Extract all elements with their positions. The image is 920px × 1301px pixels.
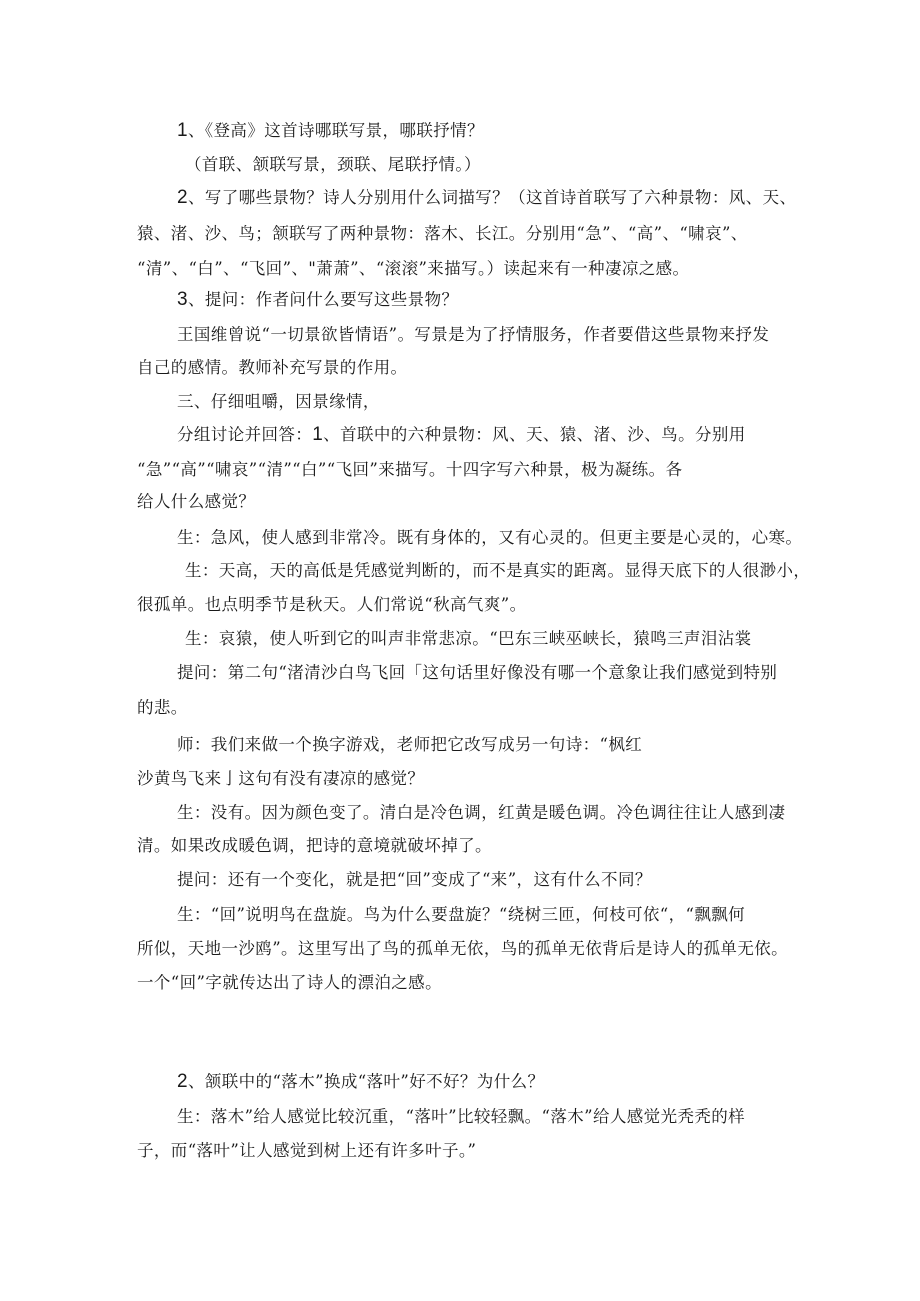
text-line: 生：“回”说明鸟在盘旋。鸟为什么要盘旋？“绕树三匝，何枝可依“，“飘飘何 (177, 905, 746, 924)
text-line: 1、《登高》这首诗哪联写景，哪联抒情？ (177, 120, 484, 141)
text-line: 自己的感情。教师补充写景的作用。 (137, 358, 408, 377)
text-line: 很孤单。也点明季节是秋天。人们常说“秋高气爽”。 (137, 595, 527, 614)
text-line: 2、颔联中的“落木”换成“落叶”好不好？为什么？ (177, 1071, 545, 1092)
text-line: 一个“回”字就传达出了诗人的漂泊之感。 (137, 973, 442, 992)
text-line: 清。如果改成暖色调，把诗的意境就破坏掉了。 (137, 836, 492, 855)
text-line: 生：落木”给人感觉比较沉重，“落叶”比较轻飘。“落木”给人感觉光秃秃的样 (177, 1107, 746, 1126)
text-line: 子，而“落叶”让人感觉到树上还有许多叶子。” (137, 1141, 477, 1160)
section-heading: 三、仔细咀嚼，因景缘情， (177, 392, 380, 411)
item-number: 2 (177, 187, 188, 208)
item-number: 1 (177, 120, 188, 141)
text-line: 3、提问：作者问什么要写这些景物？ (177, 289, 459, 310)
item-number: 3 (177, 289, 188, 310)
text-line: 生：急风，使人感到非常冷。既有身体的，又有心灵的。但更主要是心灵的，心寒。 (177, 528, 803, 547)
text-line: （首联、颔联写景，颈联、尾联抒情。） (185, 155, 481, 174)
text-line: 给人什么感觉？ (137, 492, 256, 511)
text-line: 提问：还有一个变化，就是把“回”变成了“来”，这有什么不同？ (177, 870, 652, 889)
text-line: “清”、“白”、“飞回”、"萧萧”、“滚滚”来描写。）读起来有一种凄凉之感。 (137, 259, 690, 278)
text-line: 生：没有。因为颜色变了。清白是冷色调，红黄是暖色调。冷色调往往让人感到凄 (177, 803, 786, 822)
text-line: 的悲。 (137, 698, 188, 717)
text-line: 提问：第二句“渚清沙白鸟飞回「这句话里好像没有哪一个意象让我们感觉到特别 (177, 663, 778, 682)
text-line: 师：我们来做一个换字游戏，老师把它改写成另一句诗：“枫红 (177, 735, 643, 754)
text-line: “急”“高”“啸哀”“清”“白”“飞回”来描写。十四字写六种景，极为凝练。各 (137, 460, 683, 479)
text-line: 猿、渚、沙、鸟；颔联写了两种景物：落木、长江。分别用“急”、“高”、“啸哀”、 (137, 224, 748, 243)
text-line: 2、写了哪些景物？诗人分别用什么词描写？（这首诗首联写了六种景物：风、天、 (177, 187, 797, 208)
text-line: 所似，天地一沙鸥”。这里写出了鸟的孤单无依，鸟的孤单无依背后是诗人的孤单无依。 (137, 939, 789, 958)
text-line: 生：哀猿，使人听到它的叫声非常悲凉。“巴东三峡巫峡长，猿鸣三声泪沾裳 (185, 629, 752, 648)
item-number: 2 (177, 1071, 188, 1092)
text-line: 生：天高，天的高低是凭感觉判断的，而不是真实的距离。显得天底下的人很渺小， (185, 561, 811, 580)
text-line: 王国维曾说“一切景欲皆情语”。写景是为了抒情服务，作者要借这些景物来抒发 (177, 325, 770, 344)
text-line: 分组讨论并回答：1、首联中的六种景物：风、天、猿、渚、沙、鸟。分别用 (177, 424, 746, 445)
text-line: 沙黄鸟飞来亅这句有没有凄凉的感觉？ (137, 769, 425, 788)
item-number: 1 (312, 424, 324, 445)
